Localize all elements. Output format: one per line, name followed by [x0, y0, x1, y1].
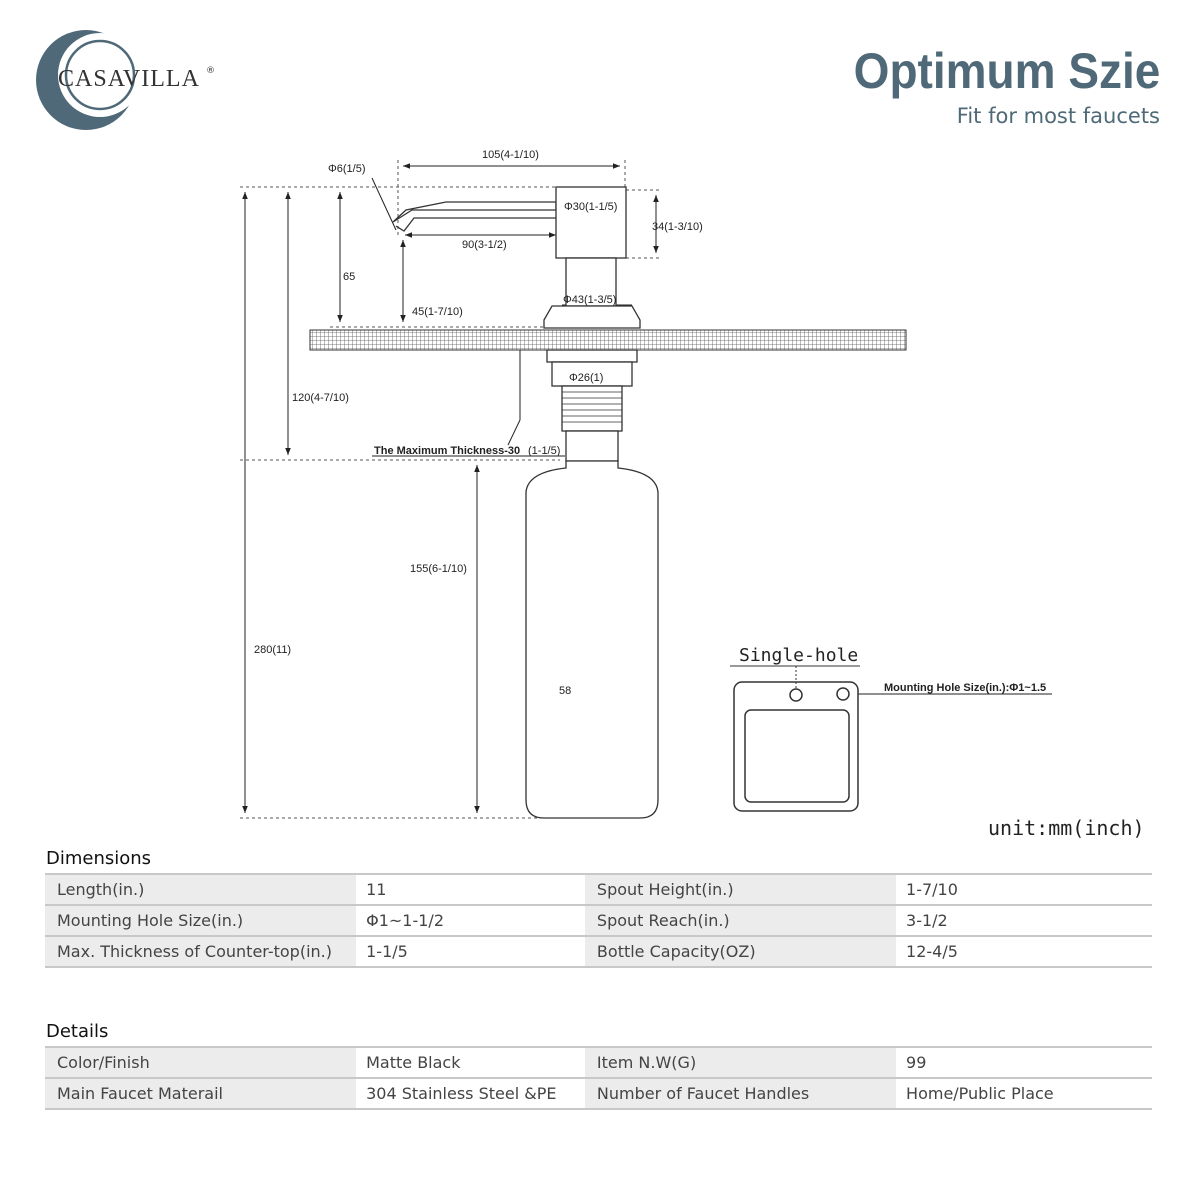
spec-value: 12-4/5 — [896, 936, 1152, 967]
total-reach-label: 105(4-1/10) — [482, 149, 539, 161]
max-thickness-label: The Maximum Thickness-30 — [374, 445, 521, 457]
spec-key: Length(in.) — [45, 874, 356, 905]
spec-key: Bottle Capacity(OZ) — [585, 936, 896, 967]
mounting-hole-size-label: Mounting Hole Size(in.):Φ1~1.5 — [884, 682, 1047, 694]
spec-value: 1-7/10 — [896, 874, 1152, 905]
spec-key: Mounting Hole Size(in.) — [45, 905, 356, 936]
base-diameter-label: Φ43(1-3/5) — [563, 294, 617, 306]
spec-key: Max. Thickness of Counter-top(in.) — [45, 936, 356, 967]
table-row — [45, 936, 1152, 967]
spec-value: Φ1~1-1/2 — [356, 905, 585, 936]
page-subtitle: Fit for most faucets — [956, 104, 1160, 128]
spec-key: Number of Faucet Handles — [585, 1078, 896, 1109]
spec-value: 304 Stainless Steel &PE — [356, 1078, 585, 1109]
total-height-label: 280(11) — [254, 644, 292, 656]
table-row — [45, 905, 1152, 936]
spec-value: 11 — [356, 874, 585, 905]
dimensions-title: Dimensions — [46, 848, 152, 869]
details-table — [45, 1046, 1152, 1110]
table-row — [45, 874, 1152, 905]
tip-diameter-label: Φ6(1/5) — [328, 163, 366, 175]
spec-value: Home/Public Place — [896, 1078, 1152, 1109]
spout-reach-label: 90(3-1/2) — [462, 239, 507, 251]
table-row — [45, 1047, 1152, 1078]
head-height-label: 34(1-3/10) — [652, 221, 703, 233]
logo-registered-mark: ® — [206, 66, 215, 76]
spout-height-65-label: 65 — [343, 271, 356, 283]
unit-label: unit:mm(inch) — [988, 816, 1145, 840]
table-row — [45, 1078, 1152, 1109]
above-bottle-label: 120(4-7/10) — [292, 392, 349, 404]
single-hole-label: Single-hole — [739, 645, 859, 666]
spec-key: Main Faucet Materail — [45, 1078, 356, 1109]
logo-text: CASAVILLA — [58, 66, 200, 92]
bottle-width-label: 58 — [559, 685, 572, 697]
dimensions-table — [45, 873, 1152, 968]
bottle-height-label: 155(6-1/10) — [410, 563, 467, 575]
mounting-hole-diagram — [730, 666, 860, 811]
max-thickness-inch-label: (1-1/5) — [528, 445, 561, 457]
spec-key: Color/Finish — [45, 1047, 356, 1078]
spec-key: Item N.W(G) — [585, 1047, 896, 1078]
spec-value: 1-1/5 — [356, 936, 585, 967]
spec-value: 99 — [896, 1047, 1152, 1078]
spec-value: 3-1/2 — [896, 905, 1152, 936]
spec-key: Spout Height(in.) — [585, 874, 896, 905]
details-title: Details — [46, 1021, 109, 1042]
spout-height-45-label: 45(1-7/10) — [412, 306, 463, 318]
countertop — [310, 330, 906, 350]
dispenser-outline — [393, 187, 658, 818]
spec-key: Spout Reach(in.) — [585, 905, 896, 936]
page-title: Optimum Szie — [853, 43, 1160, 99]
spec-value: Matte Black — [356, 1047, 585, 1078]
shank-diameter-label: Φ26(1) — [569, 372, 604, 384]
head-diameter-label: Φ30(1-1/5) — [564, 201, 618, 213]
